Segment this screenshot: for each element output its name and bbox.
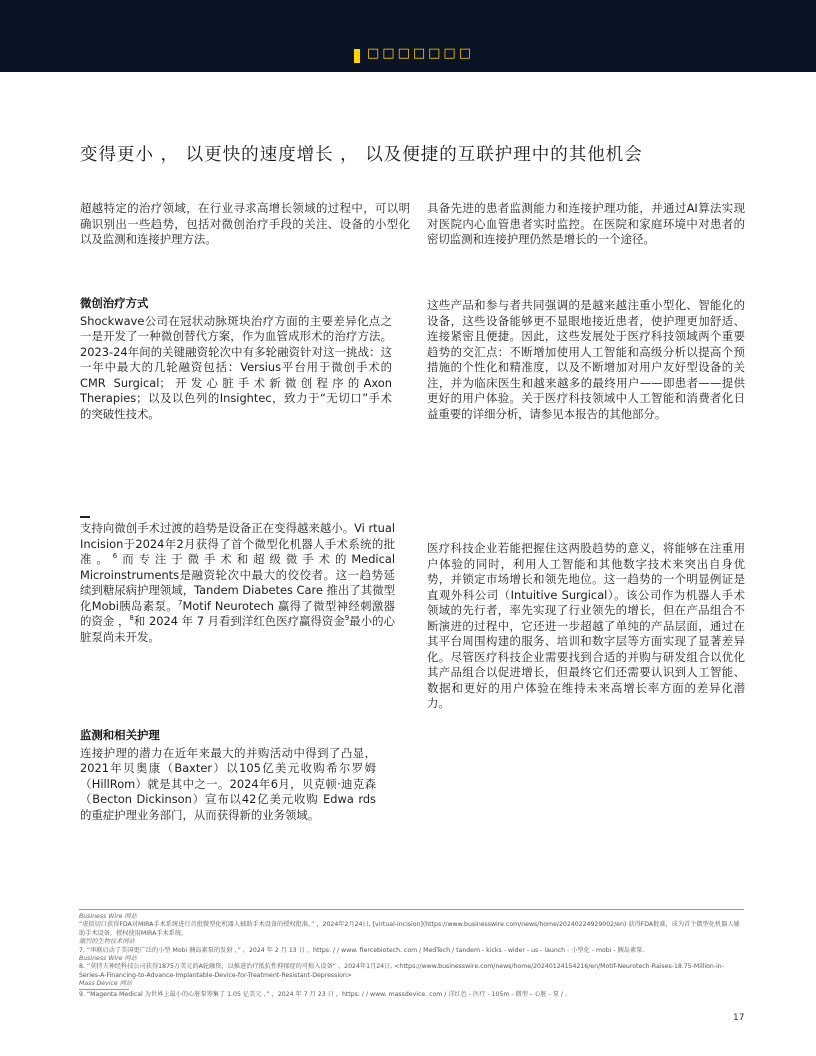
miniaturization-text-2: 而专注于微手术和超级微手术的Medical Microinstruments是融资轮次中最大的佼佼者。这一趋势延续到糖尿病护理领域，Tandem Diabetes Care 推出了其微型化Mobi胰岛素泵。	[80, 552, 395, 613]
right-paragraph-2	[427, 298, 745, 422]
footnote-ref-8: 8	[129, 614, 134, 623]
page-number: 17	[733, 1013, 745, 1023]
footnote-ref-9: 9	[344, 614, 350, 623]
right-text-2: 这些产品和参与者共同强调的是越来越注重小型化、智能化的设备，这些设备能够更不显眼地接近患者，使护理更加舒适、连接紧密且便捷。因此，这些发展处于医疗科技领域两个重要趋势的交汇点：不断增加使用人工智能和高级分析以提高个预措施的个性化和精准度，以及不断增加对用户友好型设备的关注，并为临床医生和越来越多的最终用户——即患者——提供更好的用户体验。关于医疗科技领域中人工智能和消费者化日益重要的详细分析，请参见本报告的其他部分。	[427, 298, 745, 421]
footnote-item	[79, 955, 744, 980]
monitoring-heading: 监测和相关护理	[80, 728, 160, 742]
miniaturization-body	[80, 521, 395, 645]
footnote-text: “虚拟切口获得FDA对MIRA手术系统进行首批微型化机器人辅助手术设备的授权批准。” ，2024年2月24日, [virtual-incision](https://www.businesswire.com/news/home/20240224929002/en) 获得FDA批准，成为首个微型化机器人辅助手术设备，授权使用MIRA手术系统。	[79, 921, 740, 937]
miniaturization-text-1: 支持向微创手术过渡的趋势是设备正在变得越来越小。Vi rtual Incision于2024年2月获得了首个微型化机器人手术系统的批准。	[80, 521, 395, 566]
footnote-ref-6: 6	[112, 552, 118, 561]
right-text-1: 具备先进的患者监测能力和连接护理功能，并通过AI算法实现对医院内心血管患者实时监控。在医院和家庭环境中对患者的密切监测和连接护理仍然是增长的一个途径。	[427, 201, 745, 246]
section-title: □□□□□□□	[367, 46, 474, 61]
footnotes	[79, 909, 744, 999]
minimally-invasive-body: Shockwave公司在冠状动脉斑块治疗方面的主要差异化点之一是开发了一种微创替代方案，作为血管成形术的治疗方法。2023-24年间的关键融资轮次中有多轮融资针对这一挑战：这一年中最大的几轮融资包括：Versius平台用于微创手术的CMR Surgical；开发心脏手术新微创程序的Axon Therapies；以及以色列的Insightec，致力于“无切口”手术的突破性技术。	[80, 313, 392, 421]
minimally-invasive-section	[80, 296, 392, 422]
header-bar	[0, 0, 816, 72]
miniaturization-text-3: Motif Neurotech 赢得了微型神经刺激器的资金 ，	[80, 598, 395, 628]
footnote-ref-7: 7	[177, 598, 183, 607]
intro-paragraph	[80, 201, 410, 248]
footnote-item	[79, 980, 744, 999]
miniaturization-text-5: 最小的心脏泵尚未开发。	[80, 614, 395, 644]
footnote-rule	[79, 989, 129, 990]
miniaturization-section	[80, 521, 395, 645]
right-paragraph-3	[427, 541, 745, 712]
footnote-item	[79, 913, 744, 938]
page-headline: 变得更小 ， 以更快的速度增长 ， 以及便捷的互联护理中的其他机会	[80, 145, 643, 165]
right-text-3: 医疗科技企业若能把握住这两股趋势的意义，将能够在注重用户体验的同时，利用人工智能和其他数字技术来突出自身优势，并锁定市场增长和领先地位。这一趋势的一个明显例证是直观外科公司（Intuitive Surgical）。该公司作为机器人手术领域的先行者，率先实现了行业领先的增长，但在产品组合不断演进的过程中，它还进一步超越了单纯的产品层面，通过在其平台周围构建的服务、培训和数字层等方面实现了显著差异化。尽管医疗科技企业需要找到合适的并购与研发组合以优化其产品组合以促进增长，但最终它们还需要认识到人工智能、数据和更好的用户体验在维持未来高增长率方面的差异化潜力。	[427, 541, 745, 710]
right-paragraph-1	[427, 201, 745, 248]
footnote-source: 激烈的生物技术网站	[79, 938, 135, 946]
footnote-text: 9. “Magenta Medical 为世界上最小的心脏泵筹集了 1.05 亿美元 ，” ，2024 年 7 月 23 日 ，https: / / www. massdevice. com / 洋红色 - 医疗 - 105m - 微型 - 心脏 - 泵 / 。	[79, 990, 572, 998]
minimally-invasive-heading: 微创治疗方式	[80, 296, 149, 310]
monitoring-body: 连接护理的潜力在近年来最大的并购活动中得到了凸显，2021年贝奥康（Baxter）以105亿美元收购希尔罗姆（HillRom）就是其中之一。2024年6月，贝克顿·迪克森（Becton Dickinson）宣布以42亿美元收购 Edwa rds 的重症护理业务部门，从而获得新的业务领域。	[80, 745, 376, 822]
footnote-text: 8. “莫特夫神经科技公司获得1875万美元的A轮融资，以推进治疗抵抗性抑郁症的可植入设备” ，2024年1月24日, <https://www.businesswire.com/news/home/20240124154216/en/Motif-Neurotech-Raises-18.75-Million-in-Series-A-Financing-to-Advance-Implantable-Device-for-Treatment-Resistant-Depression>	[79, 963, 724, 979]
footnote-source: Business Wire 网站	[79, 913, 137, 920]
footnote-item	[79, 938, 744, 955]
section-marker	[354, 49, 360, 63]
intro-text: 超越特定的治疗领域，在行业寻求高增长领域的过程中，可以明确识别出一些趋势，包括对微创治疗手段的关注、设备的小型化以及监测和连接护理方法。	[80, 201, 410, 246]
miniaturization-text-4: 和 2024 年 7 月看到洋红色医疗赢得资金	[133, 614, 345, 628]
footnote-text: 7. “串联启动了美国更广泛的小型 Mobi 胰岛素泵的发射 ，” ，2024 年 2 月 13 日 ，https: / / www. fiercebiotech. com / MedTech / tandem - kicks - wider - us - launch - 小型化 - mobi - 胰岛素泵.	[79, 946, 645, 954]
footnote-source: Mass Device 网站	[79, 980, 133, 988]
monitoring-section	[80, 728, 376, 823]
footnote-source: Business Wire 网站	[79, 955, 137, 963]
section-dash	[80, 516, 90, 518]
